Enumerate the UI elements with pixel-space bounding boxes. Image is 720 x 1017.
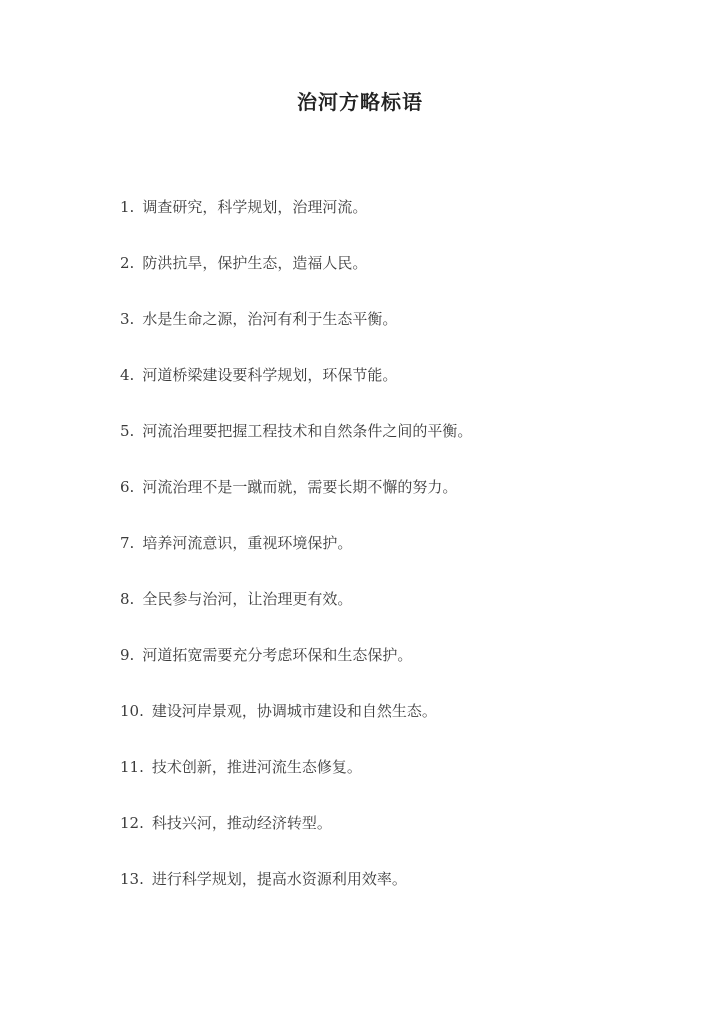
list-item bbox=[120, 755, 472, 811]
item-text: 建设河岸景观，协调城市建设和自然生态。 bbox=[151, 702, 437, 720]
list-item bbox=[120, 251, 472, 307]
document-title: 治河方略标语 bbox=[297, 90, 423, 114]
list-item bbox=[120, 475, 472, 531]
list-item bbox=[120, 363, 472, 419]
item-number: 2. bbox=[120, 254, 135, 272]
slogan-list bbox=[120, 195, 472, 923]
list-item bbox=[120, 531, 472, 587]
item-text: 全民参与治河，让治理更有效。 bbox=[142, 590, 353, 608]
item-text: 技术创新，推进河流生态修复。 bbox=[151, 758, 362, 776]
item-number: 7. bbox=[120, 534, 135, 552]
list-item bbox=[120, 643, 472, 699]
list-item bbox=[120, 419, 472, 475]
item-text: 调查研究，科学规划，治理河流。 bbox=[142, 198, 368, 216]
item-number: 10. bbox=[120, 702, 144, 720]
list-item bbox=[120, 307, 472, 363]
item-text: 河流治理要把握工程技术和自然条件之间的平衡。 bbox=[142, 422, 473, 440]
item-text: 防洪抗旱，保护生态，造福人民。 bbox=[142, 254, 368, 272]
item-number: 6. bbox=[120, 478, 135, 496]
list-item bbox=[120, 867, 472, 923]
item-number: 1. bbox=[120, 198, 135, 216]
item-number: 5. bbox=[120, 422, 135, 440]
item-text: 进行科学规划，提高水资源利用效率。 bbox=[151, 870, 407, 888]
item-text: 河流治理不是一蹴而就，需要长期不懈的努力。 bbox=[142, 478, 458, 496]
item-number: 8. bbox=[120, 590, 135, 608]
item-number: 11. bbox=[120, 758, 144, 776]
item-text: 培养河流意识，重视环境保护。 bbox=[142, 534, 353, 552]
item-number: 9. bbox=[120, 646, 135, 664]
item-text: 河道桥梁建设要科学规划，环保节能。 bbox=[142, 366, 398, 384]
item-number: 13. bbox=[120, 870, 144, 888]
item-text: 水是生命之源，治河有利于生态平衡。 bbox=[142, 310, 398, 328]
item-number: 12. bbox=[120, 814, 144, 832]
list-item bbox=[120, 699, 472, 755]
item-number: 4. bbox=[120, 366, 135, 384]
list-item bbox=[120, 811, 472, 867]
list-item bbox=[120, 587, 472, 643]
item-text: 科技兴河，推动经济转型。 bbox=[151, 814, 332, 832]
item-text: 河道拓宽需要充分考虑环保和生态保护。 bbox=[142, 646, 413, 664]
item-number: 3. bbox=[120, 310, 135, 328]
list-item bbox=[120, 195, 472, 251]
